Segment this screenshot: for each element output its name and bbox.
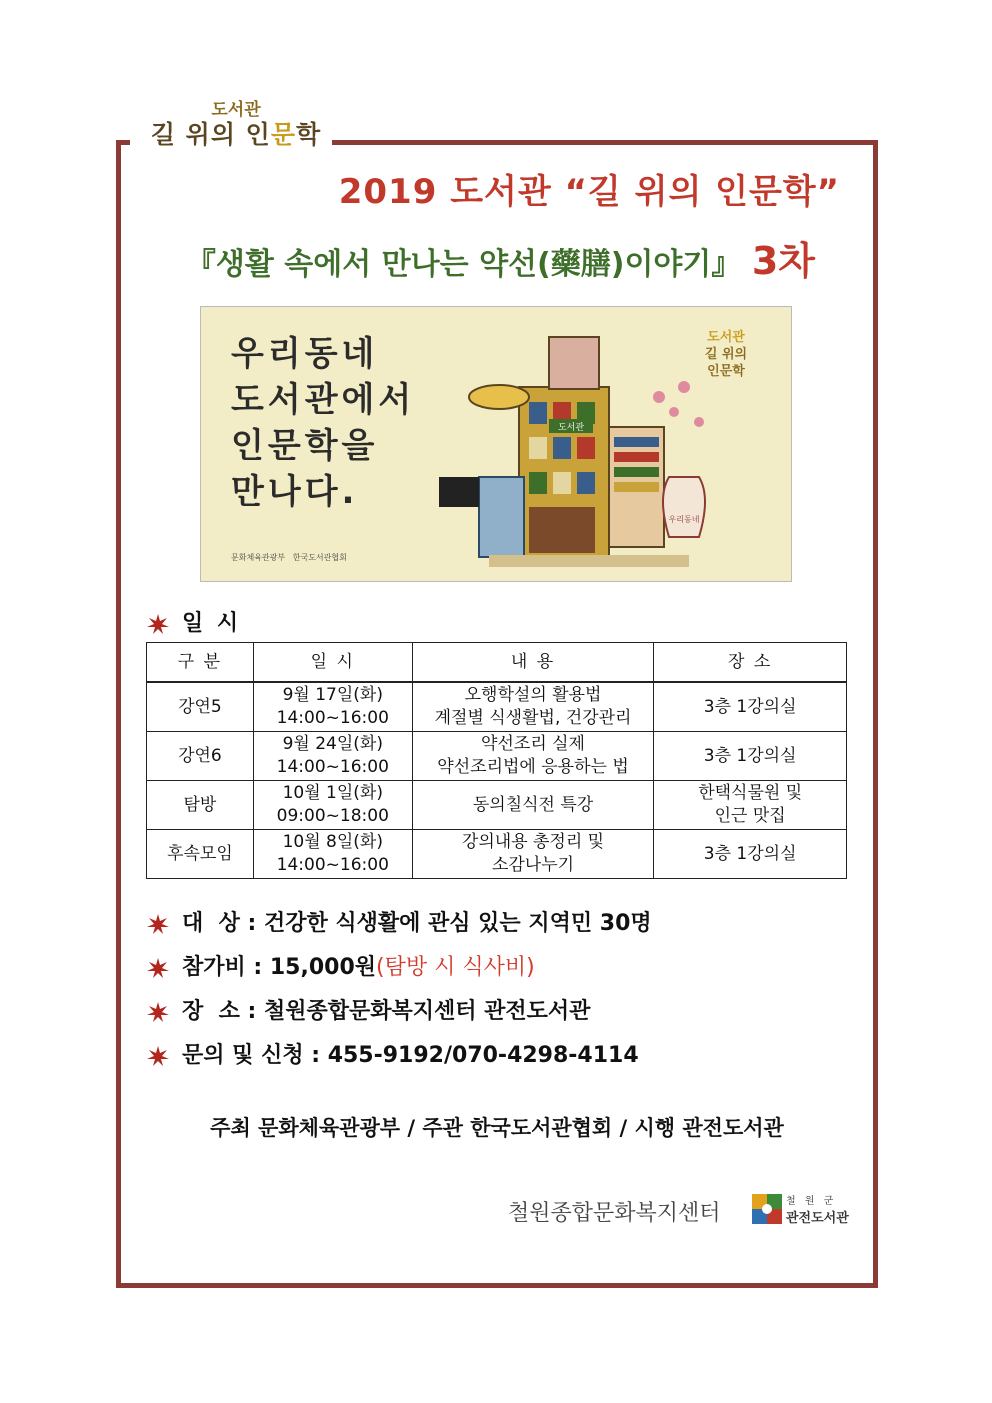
maple-leaf-icon xyxy=(146,613,170,635)
row-content-line: 동의칠식전 특강 xyxy=(472,794,594,815)
logo-library-text: 도서관 xyxy=(211,100,261,120)
row-type: 강연5 xyxy=(147,682,254,732)
info-contact-text: 문의 및 신청 : 455-9192/070-4298-4114 xyxy=(182,1043,639,1068)
info-fee-text: 참가비 : 15,000원 xyxy=(182,955,377,980)
banner-line: 우리동네 xyxy=(231,334,379,374)
row-place xyxy=(654,732,847,781)
row-content xyxy=(412,732,654,781)
row-time: 14:00~16:00 xyxy=(276,855,389,875)
schedule-label-text: 일 시 xyxy=(182,611,242,636)
banner-line: 만나다. xyxy=(231,472,359,512)
library-logo xyxy=(752,1192,852,1228)
maple-leaf-icon xyxy=(146,1045,170,1067)
banner-logo xyxy=(691,329,761,380)
info-fee-note: (탐방 시 식사비) xyxy=(376,955,535,980)
library-building-illustration xyxy=(429,327,719,577)
header-datetime: 일 시 xyxy=(253,643,412,683)
info-fee xyxy=(146,950,535,981)
row-type: 후속모임 xyxy=(147,830,254,879)
header-content: 내 용 xyxy=(412,643,654,683)
schedule-section-label xyxy=(146,606,241,637)
row-content-line: 소감나누기 xyxy=(491,855,575,875)
row-date: 10월 8일(화) xyxy=(282,832,383,852)
info-place-text: 장 소 : 철원종합문화복지센터 관전도서관 xyxy=(182,999,591,1024)
table-row xyxy=(147,781,847,830)
row-place-line: 3층 1강의실 xyxy=(703,843,797,864)
logo-humanities-text xyxy=(146,120,326,150)
row-datetime xyxy=(253,781,412,830)
row-content-line: 오행학설의 활용법 xyxy=(464,685,602,705)
info-target xyxy=(146,906,652,937)
header-logo xyxy=(146,100,326,152)
row-content-line: 약선조리법에 응용하는 법 xyxy=(437,757,629,777)
row-content-line: 강의내용 총정리 및 xyxy=(461,832,605,852)
info-contact xyxy=(146,1038,639,1069)
banner-sponsor-2: 한국도서관협회 xyxy=(292,553,347,562)
row-content-line: 약선조리 실제 xyxy=(481,734,585,754)
library-sign: 도서관 xyxy=(557,423,585,433)
maple-leaf-icon xyxy=(146,957,170,979)
page-subtitle xyxy=(150,230,815,285)
page-title: 2019 도서관 “길 위의 인문학” xyxy=(338,172,840,212)
header-category: 구 분 xyxy=(147,643,254,683)
table-row xyxy=(147,830,847,879)
row-date: 9월 24일(화) xyxy=(282,734,383,754)
row-place-line: 3층 1강의실 xyxy=(703,745,797,766)
session-count: 3차 xyxy=(751,239,815,283)
row-date: 9월 17일(화) xyxy=(282,685,383,705)
table-row xyxy=(147,732,847,781)
organizers-line: 주최 문화체육관광부 / 주관 한국도서관협회 / 시행 관전도서관 xyxy=(210,1116,784,1140)
row-type: 강연6 xyxy=(147,732,254,781)
row-place xyxy=(654,781,847,830)
banner-sponsors xyxy=(231,552,347,563)
maple-leaf-icon xyxy=(146,1001,170,1023)
banner-line: 인문학을 xyxy=(231,426,379,466)
table-header-row xyxy=(147,643,847,683)
row-datetime xyxy=(253,732,412,781)
banner-sponsor-1: 문화체육관광부 xyxy=(231,553,286,562)
row-content-line: 계절별 식생활법, 건강관리 xyxy=(434,708,632,728)
logo-main-highlight: 문 xyxy=(270,120,296,149)
banner-headline xyxy=(231,331,415,515)
subtitle-text: 『생활 속에서 만나는 약선(藥膳)이야기』 xyxy=(185,247,742,282)
library-logo-name: 관전도서관 xyxy=(786,1211,849,1226)
banner-logo-mid: 길 위의 xyxy=(704,347,748,362)
event-banner xyxy=(200,306,792,582)
library-emblem-icon xyxy=(752,1194,782,1224)
row-place-line: 인근 맛집 xyxy=(714,806,786,826)
table-row xyxy=(147,682,847,732)
row-time: 14:00~16:00 xyxy=(276,757,389,777)
row-place xyxy=(654,682,847,732)
row-content xyxy=(412,781,654,830)
header-place: 장 소 xyxy=(654,643,847,683)
row-content xyxy=(412,830,654,879)
row-place-line: 3층 1강의실 xyxy=(703,696,797,717)
info-target-text: 대 상 : 건강한 식생활에 관심 있는 지역민 30명 xyxy=(182,911,652,936)
row-date: 10월 1일(화) xyxy=(282,783,383,803)
row-place-line: 한택식물원 및 xyxy=(698,783,803,803)
row-time: 09:00~18:00 xyxy=(276,806,389,826)
logo-main-post: 학 xyxy=(296,120,322,149)
logo-main-pre: 길 위의 인 xyxy=(150,120,271,149)
center-name: 철원종합문화복지센터 xyxy=(508,1201,721,1226)
row-datetime xyxy=(253,682,412,732)
banner-line: 도서관에서 xyxy=(231,380,416,420)
row-datetime xyxy=(253,830,412,879)
banner-logo-top: 도서관 xyxy=(707,330,745,345)
row-time: 14:00~16:00 xyxy=(276,708,389,728)
row-type: 탐방 xyxy=(147,781,254,830)
row-place xyxy=(654,830,847,879)
maple-leaf-icon xyxy=(146,913,170,935)
vase-label: 우리동네 xyxy=(668,515,700,524)
banner-logo-bot: 인문학 xyxy=(707,364,745,379)
row-content xyxy=(412,682,654,732)
library-logo-top: 철 원 군 xyxy=(786,1196,837,1207)
schedule-table xyxy=(146,642,847,879)
info-place xyxy=(146,994,590,1025)
